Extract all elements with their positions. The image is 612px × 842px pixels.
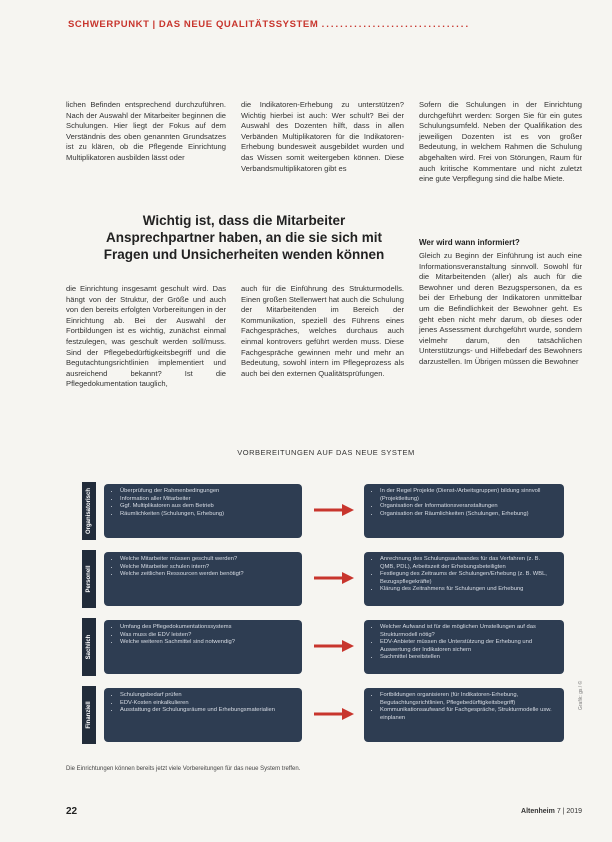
list-item: • Welche Mitarbeiter schulen intern? [120,564,294,572]
magazine-footer [521,808,582,815]
diagram-row-sachlich [82,618,566,676]
list-item: • EDV-Kosten einkalkulieren [120,700,294,708]
list-item: • Welcher Aufwand ist für die möglichen Umstellungen auf das Strukturmodell nötig? [380,624,556,639]
list-item: • Räumlichkeiten (Schulungen, Erhebung) [120,511,294,519]
body-text: die Indikatoren-Erhebung zu unterstützen? Wichtig hierbei ist auch: Wer schult? Bei der Auswahl des Dozenten hilft, dass in allen Verbänden Multiplikatoren für die Indikatoren-Erhebung bundesweit ausgebildet wurden und das Wissen somit weitergeben können. Diese Verbandsmultiplikatoren gibt es [241,100,404,173]
magazine-name: Altenheim [521,808,555,815]
result-measures-box [364,484,564,538]
list-item: • Welche zeitlichen Ressourcen werden benötigt? [120,571,294,579]
body-text: Gleich zu Beginn der Einführung ist auch eine Informationsveranstaltung sinnvoll. Sowohl für die Mitarbeitenden (aller) als auch für die Bewohner und deren Bezugspersonen, da es bei der Erhebung der Indikatoren unmittelbar um die Befindlichkeit der Bewohner geht. Es geht eben nicht mehr darum, ob dieses oder jenes Assessment durchgeführt wurde, sondern vielmehr darum, den tatsächlichen Unterstützungs- und Hilfebedarf des Bewohners darzustellen. Im Übrigen müssen die Bewohner [419,251,582,366]
column-2-top [241,100,404,174]
current-measures-box [104,620,302,674]
page-number: 22 [66,806,78,817]
subheading: Wer wird wann informiert? [419,238,520,247]
result-measures-box [364,620,564,674]
current-measures-box [104,484,302,538]
list-item: • Kommunikationsaufwand für Fachgespräche, Strukturmodelle usw. einplanen [380,707,556,722]
image-credit: Grafik: gs / © [578,680,584,710]
row-label: Finanziell [82,686,96,744]
arrow-right-icon [312,504,354,516]
row-label: Sachlich [82,618,96,676]
result-measures-box [364,552,564,606]
list-item: • Was muss die EDV leisten? [120,632,294,640]
diagram-row-personell [82,550,566,608]
list-item: • Information aller Mitarbeiter [120,496,294,504]
list-item: • Welche Mitarbeiter müssen geschult werden? [120,556,294,564]
column-1-middle [66,284,226,390]
diagram-title: VORBEREITUNGEN AUF DAS NEUE SYSTEM [237,448,415,457]
list-item: • Klärung des Zeitrahmens für Schulungen und Erhebung [380,586,556,594]
diagram-row-finanziell [82,686,566,744]
list-item: • Anrechnung des Schulungsaufwandes für das Verfahren (z. B. QMB, PDL), Arbeitszeit der Erhebungsbeteiligten [380,556,556,571]
list-item: • Festlegung des Zeitraums der Schulungen/Erhebung (z. B. WBL, Bezugspflegekräfte) [380,571,556,586]
body-text: lichen Befinden entsprechend durchzuführen. Nach der Auswahl der Mitarbeiter beginnen die Schulungen. Hier liegt der Fokus auf dem Verständnis des oben genannten Grundsatzes ist zu klären, ob die Pflegende Einrichtung Multiplikatoren ausbilden lässt oder [66,100,226,162]
section-topic: DAS NEUE QUALITÄTSSYSTEM [158,19,319,30]
list-item: • EDV-Anbieter müssen die Unterstützung der Erhebung und Auswertung der Indikatoren sichern [380,639,556,654]
list-item: • Ggf. Multiplikatoren aus dem Betrieb [120,503,294,511]
body-text: auch für die Einführung des Strukturmodells. Einen großen Stellenwert hat auch die Schulung der Mitarbeitenden im Bereich der Kommunikation, speziell des Führens eines Fachgespräches, welches durchaus auch einmal kontrovers geführt werden muss. Diese Fachgespräche gewinnen mehr und mehr an Bedeutung, sowohl intern im Pflegeprozess als auch bei den externen Qualitätsprüfungen. [241,284,404,378]
arrow-right-icon [312,708,354,720]
arrow-right-icon [312,640,354,652]
list-item: • Schulungsbedarf prüfen [120,692,294,700]
section-name: SCHWERPUNKT [68,19,150,30]
magazine-issue: 7 | 2019 [556,808,582,815]
column-2-middle [241,284,404,379]
column-3-top [419,100,582,185]
current-measures-box [104,688,302,742]
section-header [68,19,588,30]
arrow-right-icon [312,572,354,584]
column-3-middle [419,251,582,368]
header-separator: | [152,19,156,30]
result-measures-box [364,688,564,742]
pull-quote: Wichtig ist, dass die Mitarbeiter Ansprechpartner haben, an die sie sich mit Fragen und Unsicherheiten wenden können [103,213,385,262]
list-item: • In der Regel Projekte (Dienst-/Arbeitsgruppen) bildung sinnvoll (Projektleitung) [380,488,556,503]
list-item: • Organisation der Informationsveranstaltungen [380,503,556,511]
body-text: Sofern die Schulungen in der Einrichtung durchgeführt werden: Sorgen Sie für ein gutes Schulungsumfeld. Neben der Qualifikation des jeweiligen Dozenten ist es von großer Bedeutung, in welchem Rahmen die Schulung abgehalten wird. Frei von Störungen, Raum für auch kritische Kommentare und nicht zuletzt eine gute Verpflegung sind die halbe Miete. [419,100,582,184]
row-label: Organisatorisch [82,482,96,540]
list-item: • Überprüfung der Rahmenbedingungen [120,488,294,496]
preparation-diagram [66,440,586,770]
list-item: • Ausstattung der Schulungsräume und Erhebungsmaterialien [120,707,294,715]
figure-caption: Die Einrichtungen können bereits jetzt viele Vorbereitungen für das neue System treffen. [66,766,301,772]
header-dots: ................................ [321,19,471,30]
row-label: Personell [82,550,96,608]
diagram-row-organisatorisch [82,482,566,540]
list-item: • Welche weiteren Sachmittel sind notwendig? [120,639,294,647]
current-measures-box [104,552,302,606]
list-item: • Organisation der Räumlichkeiten (Schulungen, Erhebung) [380,511,556,519]
list-item: • Fortbildungen organisieren (für Indikatoren-Erhebung, Begutachtungsrichtlinien, Pflegebedürftigkeitsbegriff) [380,692,556,707]
body-text: die Einrichtung insgesamt geschult wird. Das hängt von der Struktur, der Größe und auch von den bereits erfolgten Vorbereitungen in der Einrichtung ab. Bei der Auswahl der Fortbildungen ist es wichtig, zunächst einmal festzulegen, was geschult werden soll/muss. Sind der Pflegebedürftigkeitsbegriff und die Begutachtungsrichtlinien implementiert und ausreichend bekannt? Ist die Pflegedokumentation tauglich, [66,284,226,389]
column-1-top [66,100,226,164]
list-item: • Sachmittel bereitstellen [380,654,556,662]
list-item: • Umfang des Pflegedokumentationssystems [120,624,294,632]
